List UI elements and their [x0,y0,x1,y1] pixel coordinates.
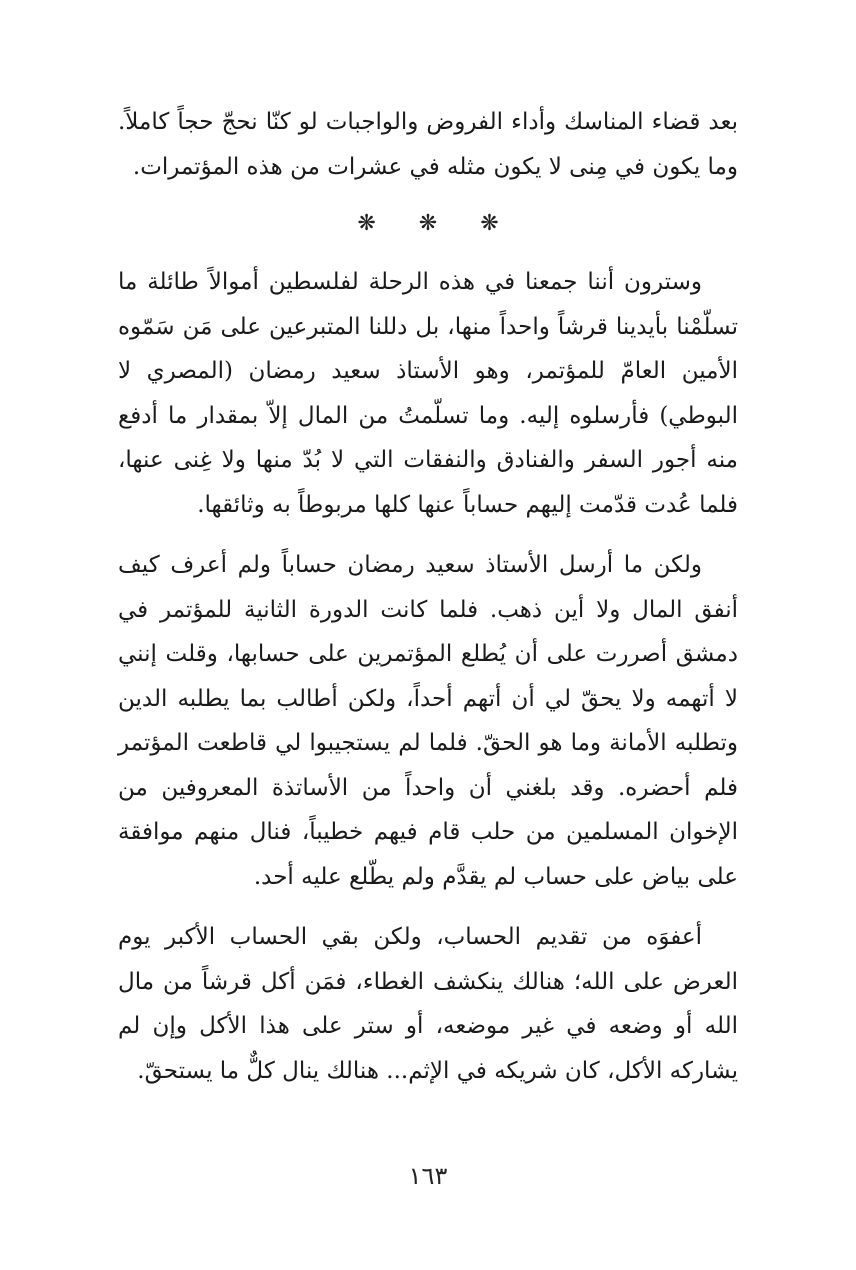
paragraph-2: وسترون أننا جمعنا في هذه الرحلة لفلسطين أموالاً طائلة ما تسلّمْنا بأيدينا قرشاً واحداً منها، بل دللنا المتبرعين على مَن سَمّوه الأمين العامّ للمؤتمر، وهو الأستاذ سعيد رمضان (المصري لا البوطي) فأرسلوه إليه. وما تسلّمتُ من المال إلاّ بمقدار ما أدفع منه أجور السفر والفنادق والنفقات التي لا بُدّ منها ولا غِنى عنها، فلما عُدت قدّمت إليهم حساباً عنها كلها مربوطاً به وثائقها. [118,269,738,518]
paragraph-4: أعفوَه من تقديم الحساب، ولكن بقي الحساب الأكبر يوم العرض على الله؛ هنالك ينكشف الغطاء، فمَن أكل قرشاً من مال الله أو وضعه في غير موضعه، أو ستر على هذا الأكل وإن لم يشاركه الأكل، كان شريكه في الإثم... هنالك ينال كلٌّ ما يستحقّ. [118,924,738,1084]
section-divider-asterisks: ❋ ❋ ❋ [357,211,517,236]
page-number: ١٦٣ [408,1162,448,1190]
paragraph-3: ولكن ما أرسل الأستاذ سعيد رمضان حساباً ولم أعرف كيف أنفق المال ولا أين ذهب. فلما كانت الدورة الثانية للمؤتمر في دمشق أصررت على أن يُطلع المؤتمرين على حسابها، وقلت إنني لا أتهمه ولا يحقّ لي أن أتهم أحداً، ولكن أطالب بما يطلبه الدين وتطلبه الأمانة وما هو الحقّ. فلما لم يستجيبوا لي قاطعت المؤتمر فلم أحضره. وقد بلغني أن واحداً من الأساتذة المعروفين من الإخوان المسلمين من حلب قام فيهم خطيباً، فنال منهم موافقة على بياض على حساب لم يقدَّم ولم يطّلع عليه أحد. [118,552,738,890]
page-body [118,100,738,1093]
paragraph-1: بعد قضاء المناسك وأداء الفروض والواجبات لو كنّا نحجّ حجاً كاملاً. وما يكون في مِنى لا يكون مثله في عشرات من هذه المؤتمرات. [118,109,738,180]
